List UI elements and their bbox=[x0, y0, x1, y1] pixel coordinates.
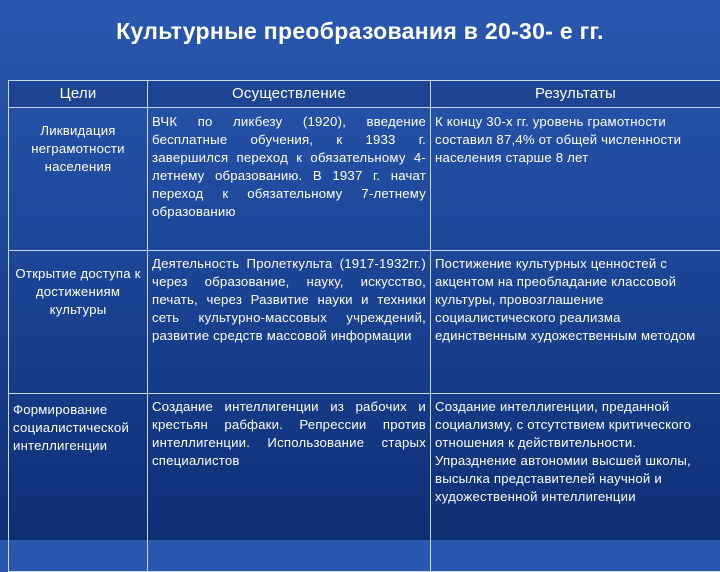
result-cell: К концу 30-х гг. уровень грамотности составил 87,4% от общей численности населения старше 8 лет bbox=[431, 108, 720, 251]
goal-cell: Ликвидация неграмотности населения bbox=[9, 108, 148, 251]
table-row bbox=[9, 251, 720, 394]
header-results: Результаты bbox=[431, 81, 720, 108]
table-row bbox=[9, 394, 720, 572]
implementation-cell: Деятельность Пролеткульта (1917-1932гг.) через образование, науку, искусство, печать, через Развитие науки и техники сеть культурно-массовых учреждений, развитие средств массовой информации bbox=[148, 251, 431, 394]
table-row bbox=[9, 108, 720, 251]
table-header-row bbox=[9, 81, 720, 108]
result-cell: Постижение культурных ценностей с акцентом на преобладание классовой культуры, провозглашение социалистического реализма единственным художественным методом bbox=[431, 251, 720, 394]
content-table bbox=[8, 80, 720, 572]
slide-title: Культурные преобразования в 20-30- е гг. bbox=[0, 18, 720, 45]
implementation-cell: ВЧК по ликбезу (1920), введение бесплатные обучения, к 1933 г. завершился переход к обязательному 4-летнему образованию. В 1937 г. начат переход к обязательному 7-летнему образованию bbox=[148, 108, 431, 251]
result-cell: Создание интеллигенции, преданной социализму, с отсутствием критического отношения к действительности. Упразднение автономии высшей школы, высылка представителей научной и художественной интеллигенции bbox=[431, 394, 720, 572]
header-goals: Цели bbox=[9, 81, 148, 108]
implementation-cell: Создание интеллигенции из рабочих и крестьян рабфаки. Репрессии против интеллигенции. Использование старых специалистов bbox=[148, 394, 431, 572]
goal-cell: Открытие доступа к достижениям культуры bbox=[9, 251, 148, 394]
goal-cell: Формирование социалистической интеллигенции bbox=[9, 394, 148, 572]
header-implementation: Осуществление bbox=[148, 81, 431, 108]
